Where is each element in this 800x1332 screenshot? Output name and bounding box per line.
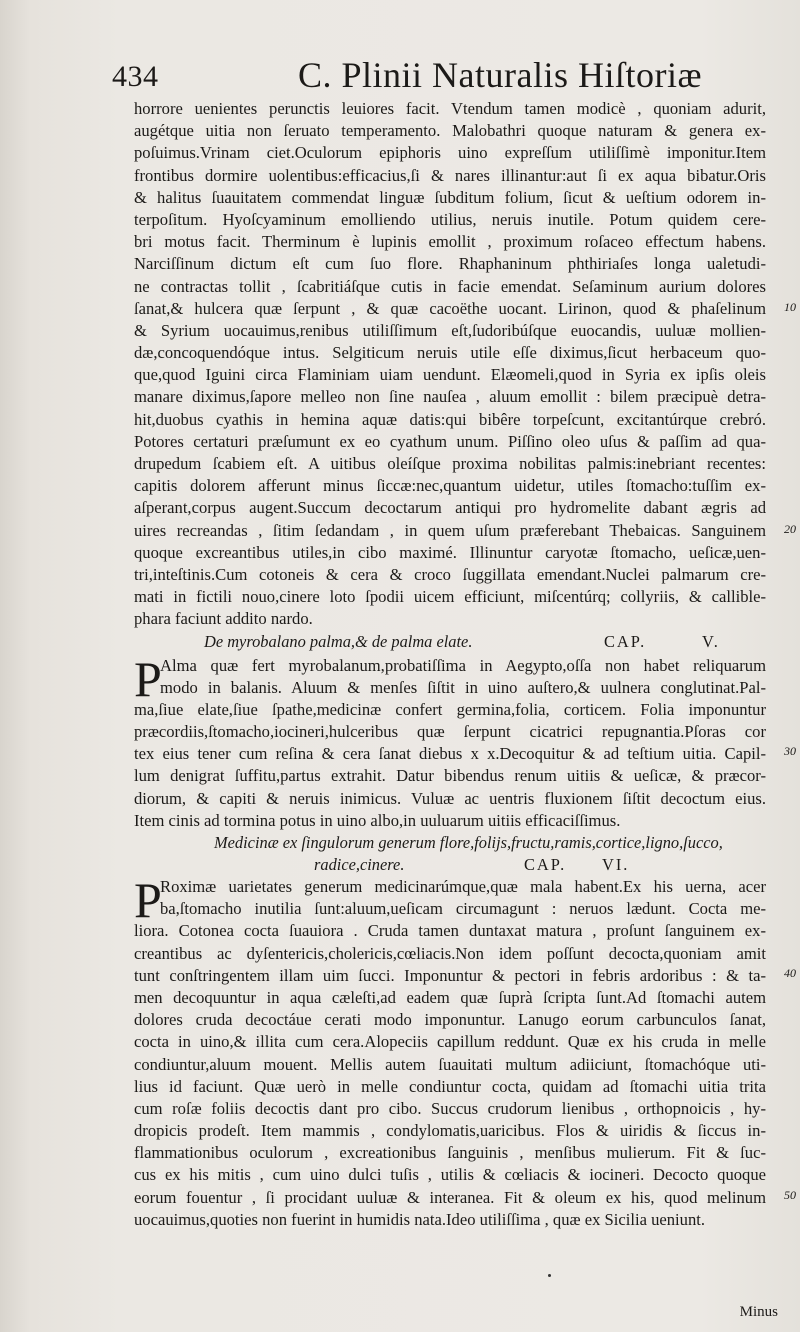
text-line: drupedum ſcabiem eſt. A uitibus oleíſque proxima nobilitas palmis:inebriant recentes: bbox=[134, 454, 766, 473]
text-line: men decoquuntur in aqua cæleſti,ad eadem quæ ſuprà ſcripta ſunt.Ad ſtomachi autem bbox=[134, 987, 766, 1007]
text-line: Potores certaturi præſumunt ex eo cyathum unum. Piſſino oleo uſus & paſſim ad qua- bbox=[134, 431, 766, 451]
text-line: augétque uitia non ſeruato temperamento. Malobathri quoque naturam & genera ex- bbox=[134, 121, 766, 141]
text-line: dropicis prodeſt. Item mammis , condylomatis,uaricibus. Flos & uiridis & ſiccus in- bbox=[134, 1121, 766, 1141]
text-line: terpoſitum. Hyoſcyaminum emolliendo utilius, neruis inutile. Potum quidem cere- bbox=[134, 209, 766, 229]
chapter-title-line-2: radice,cinere. bbox=[314, 855, 405, 874]
text-line: Alma quæ fert myrobalanum,probatiſſima in Aegypto,oſſa non habet reliquarum bbox=[160, 655, 766, 675]
text-line: liora. Cotonea cocta ſuauiora . Cruda tamen duntaxat matura , proſunt ſanguinem ex- bbox=[134, 921, 766, 941]
text-line: Item cinis ad tormina potus in uino albo,in uuluarum uitiis efficaciſſimus. bbox=[134, 810, 621, 830]
ink-speck bbox=[548, 1274, 551, 1277]
text-line: capitis dolorem afferunt minus ſiccæ:nec,quantum uidetur, utiles ſtomacho:tuſſim ex- bbox=[134, 476, 766, 496]
text-line: cocta in uino,& illita cum cera.Alopeciis capillum reddunt. Quæ ex his cruda in melle bbox=[134, 1032, 766, 1052]
text-line: flammationibus oculorum , excreationibus ſanguinis , menſibus mulierum. Fit & ſuc- bbox=[134, 1143, 766, 1163]
running-title: C. Plinii Naturalis Hiſtoriæ bbox=[298, 55, 703, 95]
page-number: 434 bbox=[112, 60, 159, 93]
chapter-heading-6 bbox=[134, 832, 766, 876]
text-line: lius id faciunt. Quæ uerò in melle condiuntur cocta, quidam ad ſtomachi uitia trita bbox=[134, 1076, 766, 1096]
text-line: dolores cruda decoctáue cerati modo imponuntur. Lanugo eorum carbunculos ſanat, bbox=[134, 1010, 766, 1030]
text-line: condiuntur,aluum mouent. Mellis autem ſuauitati multum adiiciunt, ſtomachóque uti- bbox=[134, 1054, 766, 1074]
text-line: creantibus ac dyſentericis,cholericis,cœliacis.Non idem poſſunt decocta,quoniam amit bbox=[134, 943, 766, 963]
text-line: ne contractas tollit , ſcabritiáſque cutis in facie emendat. Seſaminum aurium dolores bbox=[134, 276, 766, 296]
text-line: aſperant,corpus augent.Succum decoctarum antiqui pro hydromelite dabant ægris ad bbox=[134, 498, 766, 518]
text-line: poſuimus.Vrinam ciet.Oculorum epiphoris uino expreſſum utiliſſimè imponitur.Item bbox=[134, 143, 766, 163]
text-line: cus ex his mitis , cum uino dulci tuſis , utilis & cœliacis & iocineri. Decocto quoque bbox=[134, 1165, 766, 1185]
chapter-cap-label: CAP. bbox=[604, 631, 647, 651]
drop-capital: P bbox=[134, 650, 162, 707]
text-line: ma,ſiue elate,ſiue ſpathe,medicinæ confert germina,folia, corticem. Folia imponuntur bbox=[134, 699, 766, 719]
text-line: uocauimus,quoties non fuerint in humidis nata.Ideo utiliſſima , quæ ex Sicilia ueniunt. bbox=[134, 1209, 706, 1229]
chapter-number: V. bbox=[702, 631, 720, 651]
chapter-number: VI. bbox=[602, 855, 630, 874]
text-line: que,quod Iguini circa Flaminiam uiam uendunt. Elæomeli,quod in Syria ex ipſis oleis bbox=[134, 365, 766, 385]
text-line: eorum fouentur , ſi procidant uuluæ & interanea. Fit & oleum ex his, quod melinum bbox=[134, 1187, 766, 1207]
chapter-title-line-1: Medicinæ ex ſingulorum generum flore,folijs,fructu,ramis,cortice,ligno,ſucco, bbox=[214, 833, 723, 852]
text-line: & halitus ſuauitatem commendat linguæ ſubditum folium, ſicut & ueſtium odorem in- bbox=[134, 187, 766, 207]
text-line: ſanat,& hulcera quæ ſerpunt , & quæ cacoëthe uocant. Lirinon, quod & phaſelinum bbox=[134, 298, 766, 318]
line-number-margin: 20 bbox=[784, 522, 796, 536]
text-line: phara faciunt addito nardo. bbox=[134, 609, 313, 629]
catchword: Minus bbox=[739, 1304, 778, 1320]
text-line: manare diximus,ſapore melleo non ſine nauſea , aluum emollit : bilem præcipuè detra- bbox=[134, 387, 766, 407]
text-line: uires recreandas , ſitim ſedandam , in quem uſum præferebant Thebaicas. Sanguinem bbox=[134, 520, 766, 540]
paragraph-block-3 bbox=[134, 872, 766, 1231]
text-line: tunt conſtringentem illam uim ſucci. Imponuntur & pectori in febris ardoribus : & ta- bbox=[134, 965, 766, 985]
paragraph-block-1 bbox=[134, 98, 766, 631]
text-line: dæ,concoquendóque intus. Selgiticum neruis utile eſſe diximus,ſicut herbaceum quo- bbox=[134, 343, 766, 363]
text-line: modo in balanis. Aluum & menſes ſiſtit in uino auſtero,& uulnera conglutinat.Pal- bbox=[160, 677, 766, 697]
line-number-margin: 30 bbox=[784, 744, 796, 758]
line-number-margin: 10 bbox=[784, 300, 796, 314]
chapter-cap-label: CAP. bbox=[524, 855, 567, 874]
text-line: ba,ſtomacho inutilia ſunt:aluum,ueſicam circumagunt : neruos lædunt. Cocta me- bbox=[160, 899, 766, 919]
text-line: diorum, & capiti & neruis inimicus. Vuluæ ac uentris fluxionem ſiſtit decoctum eius. bbox=[134, 788, 766, 808]
text-line: frontibus dormire uolentibus:efficacius,ſi & nares illinantur:aut ſi ex aqua bibatur.Oris bbox=[134, 165, 766, 185]
text-line: lum denigrat ſuffitu,partus extrahit. Datur bibendus renum uitiis & ueſicæ, & præcor- bbox=[134, 766, 766, 786]
text-line: Roximæ uarietates generum medicinarúmque,quæ mala habent.Ex his uerna, acer bbox=[160, 877, 766, 896]
text-line: hit,duobus cyathis in hemina aquæ datis:qui bibêre torpeſcunt, excitantúrque crebró. bbox=[134, 409, 766, 429]
line-number-margin: 40 bbox=[784, 966, 796, 980]
text-body bbox=[134, 98, 766, 1231]
line-number-margin: 50 bbox=[784, 1188, 796, 1202]
text-line: tri,inteſtinis.Cum cotoneis & cera & croco ſuggillata emendant.Nuclei palmarum cre- bbox=[134, 564, 766, 584]
text-line: quoque excreantibus utiles,in cibo maximé. Illinuntur caryotæ ſtomacho, ueſicæ,uen- bbox=[134, 542, 766, 562]
drop-capital: P bbox=[134, 872, 162, 928]
text-line: bri motus facit. Therminum è lupinis emollit , proximum roſaceo effectum habens. bbox=[134, 232, 766, 252]
text-line: præcordiis,ſtomacho,iocineri,hulceribus quæ ſerpunt cicatrici repugnantia.Pſoras cor bbox=[134, 722, 766, 742]
text-line: Narciſſinum dictum eſt cum ſuo flore. Rhaphaninum phthiriaſes longa ualetudi- bbox=[134, 254, 766, 274]
chapter-heading-5 bbox=[134, 631, 766, 655]
text-line: & Syrium uocauimus,renibus utiliſſimum eſt,ſudoribúſque euocandis, uuluæ mollien- bbox=[134, 320, 766, 340]
text-line: horrore uenientes perunctis leuiores facit. Vtendum tamen modicè , quoniam adurit, bbox=[134, 99, 766, 118]
chapter-title: De myrobalano palma,& de palma elate. bbox=[204, 631, 473, 651]
paragraph-block-2 bbox=[134, 650, 766, 833]
text-line: mati in fictili nouo,cinere loto ſpodii uicem efficiunt, miſcentúrq; collyriis, & callible- bbox=[134, 587, 766, 607]
text-line: cum roſæ foliis decoctis dant pro cibo. Succus crudorum lienibus , orthopnoicis , hy- bbox=[134, 1098, 766, 1118]
text-line: tex eius tener cum reſina & cera ſanat diebus x x.Decoquitur & ad teſtium uitia. Capil- bbox=[134, 744, 766, 764]
page-header bbox=[112, 52, 752, 96]
